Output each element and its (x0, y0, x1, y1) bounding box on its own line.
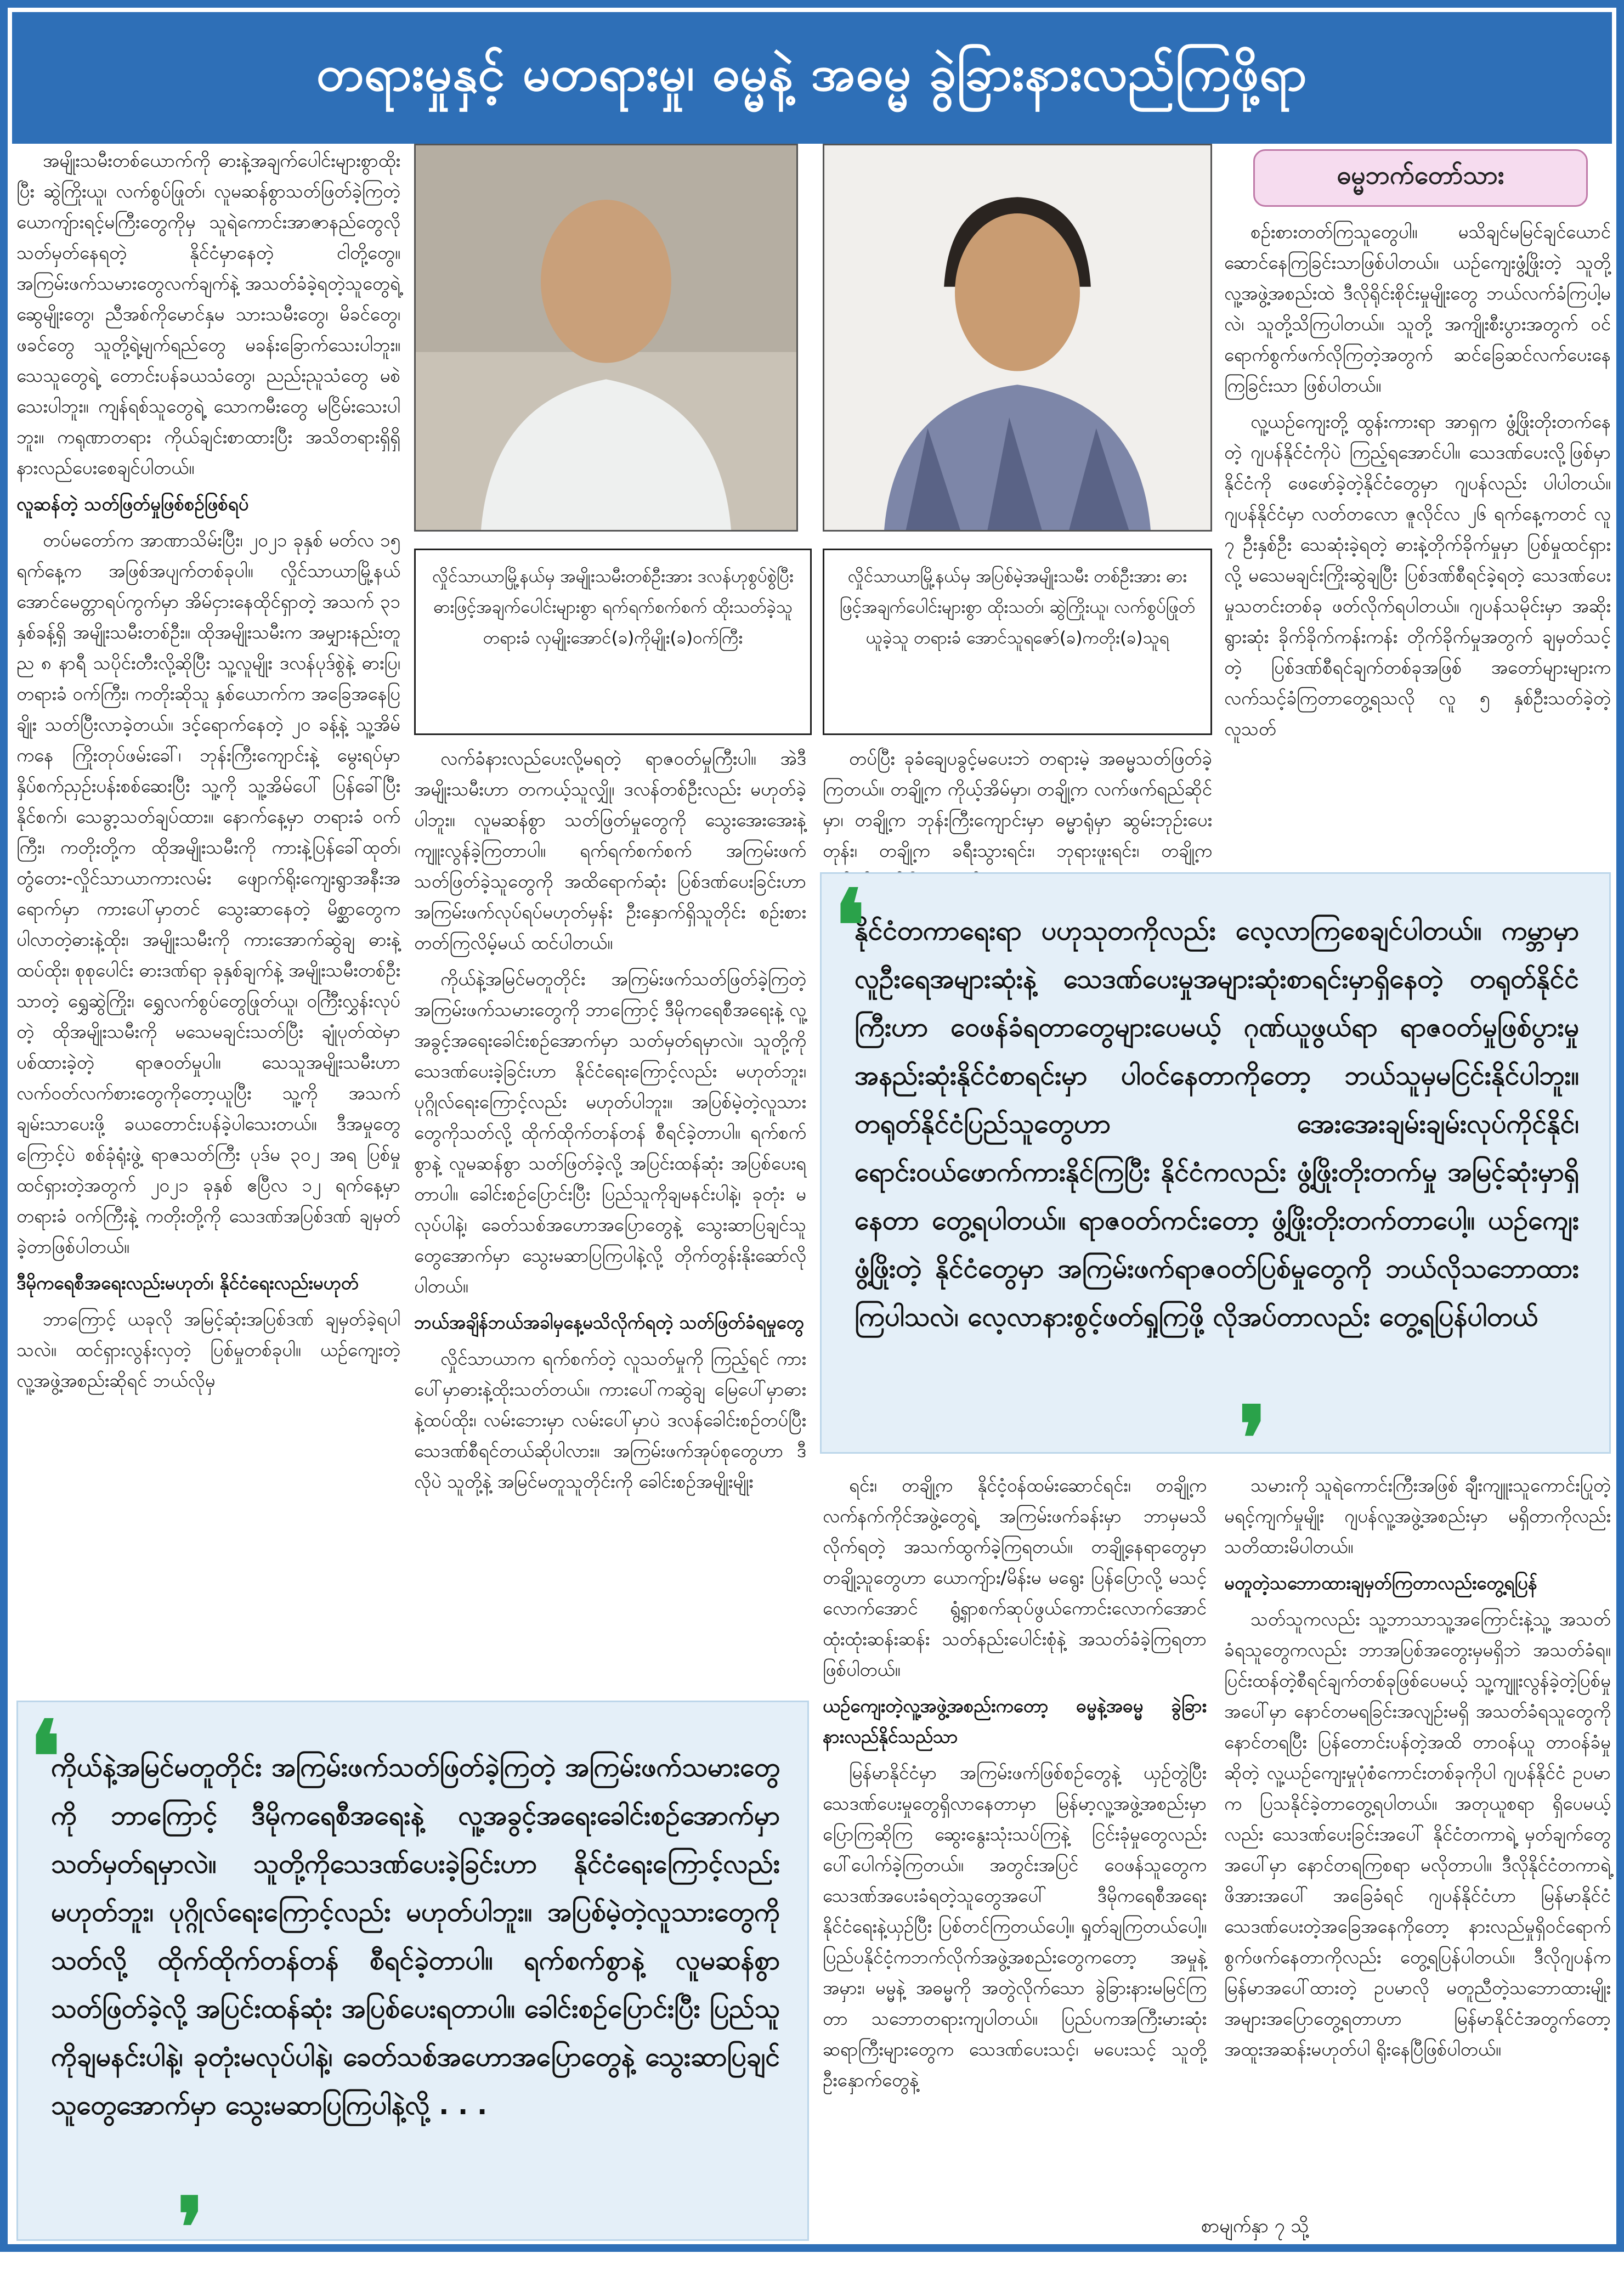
pull-quote-text: ကိုယ်နဲ့အမြင်မတူတိုင်း အကြမ်းဖက်သတ်ဖြတ်ခဲ့ကြတဲ့ အကြမ်းဖက်သမားတွေကို ဘာကြောင့် ဒီမိုကရေစီအရေးနဲ့ လူ့အခွင့်အရေးခေါင်းစဉ်အောက်မှာ သတ်မှတ်ရမှာလဲ။ သူတို့ကိုသေဒဏ်ပေးခဲ့ခြင်းဟာ နိုင်ငံရေးကြောင့်လည်းမဟုတ်ဘူး၊ ပုဂ္ဂိုလ်ရေးကြောင့်လည်း မဟုတ်ပါဘူး။ အပြစ်မဲ့တဲ့လူသားတွေကိုသတ်လို့ ထိုက်ထိုက်တန်တန် စီရင်ခဲ့တာပါ။ ရက်စက်စွာနဲ့ လူမဆန်စွာသတ်ဖြတ်ခဲ့လို့ အပြင်းထန်ဆုံး အပြစ်ပေးရတာပါ။ ခေါင်းစဉ်ပြောင်းပြီး ပြည်သူကိုချမနင်းပါနဲ့၊ ခုတုံးမလုပ်ပါနဲ့၊ ခေတ်သစ်အဟောအပြောတွေနဲ့ သွေးဆာပြချင်သူတွေအောက်မှာ သွေးမဆာပြကြပါနဲ့လို့ . . . (51, 1752, 780, 2121)
paragraph: သတ်သူကလည်း သူ့ဘာသာသူ့အကြောင်းနဲ့သူ့ အသတ်ခံရသူတွေကလည်း ဘာအပြစ်အတွေးမှမရှိဘဲ အသတ်ခံရ။ ပြင်းထန်တဲ့စီရင်ချက်တစ်ခုဖြစ်ပေမယ့် သူ့ကျူးလွန်ခဲ့တဲ့ပြစ်မှုအပေါ်မှာ နောင်တမရခြင်းအလျဉ်းမရှိ အသတ်ခံရသူတွေကို နောင်တရပြီး ပြန်တောင်းပန်တဲ့အထိ တာဝန်ယူ တာဝန်ခံမှုဆိုတဲ့ လူ့ယဉ်ကျေးမှုပုံစံကောင်းတစ်ခုကိုပါ ဂျပန်နိုင်ငံ ဥပမာက ပြသနိုင်ခဲ့တာတွေ့ရပါတယ်။ အတုယူစရာ ရှိပေမယ့်လည်း သေဒဏ်ပေးခြင်းအပေါ် နိုင်ငံတကာရဲ့ မှတ်ချက်တွေအပေါ်မှာ နောင်တရကြစရာ မလိုတာပါ။ ဒီလိုနိုင်ငံတကာရဲ့ ဖိအားအပေါ် အခြေခံရင် ဂျပန်နိုင်ငံဟာ မြန်မာနိုင်ငံ သေဒဏ်ပေးတဲ့အခြေအနေကိုတော့ နားလည်မှုရှိဝင်ရောက်စွက်ဖက်နေတာကိုလည်း တွေ့ရပြန်ပါတယ်။ ဒီလိုဂျပန်က မြန်မာအပေါ်ထားတဲ့ ဥပမာလို မတူညီတဲ့သဘောထားမျိုး အများအပြောတွေ့ရတာဟာ မြန်မာနိုင်ငံအတွက်တော့ အထူးအဆန်းမဟုတ်ပါ ရိုးနေပြီဖြစ်ပါတယ်။ (1224, 1608, 1611, 2060)
column-3 (823, 743, 1212, 861)
continued-on-page: စာမျက်နှာ ၇ သို့ (1201, 2215, 1309, 2237)
close-quote-icon: ❜ (177, 2179, 204, 2276)
paragraph: စဉ်းစားတတ်ကြသူတွေပါ။ မသိချင်မမြင်ချင်ယောင်ဆောင်နေကြခြင်းသာဖြစ်ပါတယ်။ ယဉ်ကျေးဖွံ့ဖြိုးတဲ့ သူတို့လူ့အဖွဲ့အစည်းထဲ ဒီလိုရိုင်းစိုင်းမှုမျိုးတွေ ဘယ်လက်ခံကြပါ့မလဲ၊ သူတို့သိကြပါတယ်။ သူတို့ အကျိုးစီးပွားအတွက် ဝင်ရောက်စွက်ဖက်လိုကြတဲ့အတွက် ဆင်ခြေဆင်လက်ပေးနေကြခြင်းသာ ဖြစ်ပါတယ်။ (1224, 221, 1611, 396)
paragraph: လူ့ယဉ်ကျေးတို့ ထွန်းကားရာ အာရှက ဖွံ့ဖြိုးတိုးတက်နေတဲ့ ဂျပန်နိုင်ငံကိုပဲ ကြည့်ရအောင်ပါ။ သေဒဏ်ပေးလို့ဖြစ်မှာနိုင်ငံကို ဖေဖော်ခဲ့တဲ့နိုင်ငံတွေမှာ ဂျပန်လည်း ပါပါတယ်။ ဂျပန်နိုင်ငံမှာ လတ်တလော ဇူလိုင်လ ၂၆ ရက်နေ့ကတင် လူ ၇ ဦးနှစ်ဦး သေဆုံးခဲ့ရတဲ့ ဓားနဲ့တိုက်ခိုက်မှုမှာ ပြစ်မှုထင်ရှားလို့ မသေမချင်းကြိုးဆွဲချပြီး ပြစ်ဒဏ်စီရင်ခဲ့ရတဲ့ သေဒဏ်ပေးမှုသတင်းတစ်ခု ဖတ်လိုက်ရပါတယ်။ ဂျပန်သမိုင်းမှာ အဆိုးရွားဆုံး ခိုက်ခိုက်ကန်းကန်း တိုက်ခိုက်မှုအတွက် ချမှတ်သင့်တဲ့ ပြစ်ဒဏ်စီရင်ချက်တစ်ခုအဖြစ် အတော်များများက လက်သင့်ခံကြတာတွေ့ရသလို လူ ၅ နှစ်ဦးသတ်ခဲ့တဲ့ လူသတ် (1224, 411, 1611, 739)
subheading: မတူတဲ့သဘောထားချမှတ်ကြတာလည်းတွေ့ရပြန် (1224, 1572, 1537, 1594)
open-quote-icon: ❛ (834, 868, 866, 984)
paragraph: မြန်မာနိုင်ငံမှာ အကြမ်းဖက်ဖြစ်စဉ်တွေနဲ့ ယှဉ်တွဲပြီး သေဒဏ်ပေးမှုတွေရှိလာနေတာမှာ မြန်မာ့လူ့အဖွဲ့အစည်းမှာ ပြောကြဆိုကြ ဆွေးနွေးသုံးသပ်ကြနဲ့ ငြင်းခုံမှုတွေလည်း ပေါ်ပေါက်ခဲ့ကြတယ်။ အတွင်းအပြင် ဝေဖန်သူတွေက သေဒဏ်အပေးခံရတဲ့သူတွေအပေါ် ဒီမိုကရေစီအရေး နိုင်ငံရေးနဲ့ယှဉ်ပြီး ပြစ်တင်ကြတယ်ပေါ့။ ရှုတ်ချကြတယ်ပေါ့။ ပြည်ပနိုင်ငံ့ကဘက်လိုက်အဖွဲ့အစည်းတွေကတော့ အမှုနဲ့ အမှား၊ မမ္မနဲ့ အဓမ္မကို အတွဲလိုက်သော ခွဲခြားနားမမြင်ကြတာ သဘောတရားကျပါတယ်။ ပြည်ပကအကြီးမားဆုံးဆရာကြီးများတွေက သေဒဏ်ပေးသင့်၊ မပေးသင့် သူတို့ဦးနှောက်တွေနဲ့ (823, 1762, 1207, 2091)
subheading: ဒီမိုကရေစီအရေးလည်းမဟုတ်၊ နိုင်ငံရေးလည်းမဟုတ် (16, 1272, 359, 1294)
photo-left (414, 144, 798, 532)
paragraph: ရင်း၊ တချို့က နိုင်ငံ့ဝန်ထမ်းဆောင်ရင်း၊ တချို့က လက်နက်ကိုင်အဖွဲ့တွေရဲ့ အကြမ်းဖက်ခန်းမှာ ဘာမှမသိလိုက်ရတဲ့ အသက်ထွက်ခဲ့ကြရတယ်။ တချို့နေရာတွေမှာ တချို့သူတွေဟာ ယောကျ်ား/မိန်းမ မရွေး ပြန်ပြောလို့ မသင့်လောက်အောင် ရွံ့ရှာစက်ဆုပ်ဖွယ်ကောင်းလောက်အောင် ထုံးထုံးဆန်းဆန်း သတ်နည်းပေါင်းစုံနဲ့ အသတ်ခံခဲ့ကြရတာ ဖြစ်ပါတယ်။ (823, 1475, 1207, 1680)
headline: တရားမှုနှင့် မတရားမှု၊ ဓမ္မနဲ့ အဓမ္မ ခွဲခြားနားလည်ကြဖို့ရာ (316, 45, 1308, 101)
column-2 (414, 743, 806, 1687)
paragraph: ကိုယ်နဲ့အမြင်မတူတိုင်း အကြမ်းဖက်သတ်ဖြတ်ခဲ့ကြတဲ့ အကြမ်းဖက်သမားတွေကို ဘာကြောင့် ဒီမိုကရေစီအရေးနဲ့ လူ့အခွင့်အရေးခေါင်းစဉ်အောက်မှာ သတ်မှတ်ရမှာလဲ။ သူတို့ကို သေဒဏ်ပေးခဲ့ခြင်းဟာ နိုင်ငံရေးကြောင့်လည်း မဟုတ်ဘူး၊ ပုဂ္ဂိုလ်ရေးကြောင့်လည်း မဟုတ်ပါဘူး။ အပြစ်မဲ့တဲ့လူသားတွေကိုသတ်လို့ ထိုက်ထိုက်တန်တန် စီရင်ခဲ့တာပါ။ ရက်စက်စွာနဲ့ လူမဆန်စွာ သတ်ဖြတ်ခဲ့လို့ အပြင်းထန်ဆုံး အပြစ်ပေးရတာပါ။ ခေါင်းစဉ်ပြောင်းပြီး ပြည်သူကိုချမနင်းပါနဲ့၊ ခုတုံး မလုပ်ပါနဲ့၊ ခေတ်သစ်အဟောအပြောတွေနဲ့ သွေးဆာပြချင်သူတွေအောက်မှာ သွေးမဆာပြကြပါနဲ့လို့ တိုက်တွန်းနိုးဆော်လိုပါတယ်။ (414, 968, 806, 1297)
pull-quote-2 (16, 1699, 809, 2276)
pull-quote-1 (820, 868, 1611, 1490)
column-4 (1224, 217, 1611, 864)
column-1 (16, 145, 400, 1703)
subheading: ယဉ်ကျေးတဲ့လူ့အဖွဲ့အစည်းကတော့ ဓမ္မနဲ့အဓမ္မ ခွဲခြားနားလည်နိုင်သည်သာ (823, 1695, 1207, 1747)
headline-banner (12, 12, 1612, 144)
paragraph: တပ်ပြီး ခုခံချေပခွင့်မပေးဘဲ တရားမဲ့ အဓမ္မသတ်ဖြတ်ခဲ့ကြတယ်။ တချို့က ကိုယ့်အိမ်မှာ၊ တချို့က လက်ဖက်ရည်ဆိုင်မှာ၊ တချို့က ဘုန်းကြီးကျောင်းမှာ ဓမ္မာရုံမှာ ဆွမ်းဘုဉ်းပေးတုန်း၊ တချို့က ခရီးသွားရင်း၊ ဘုရားဖူးရင်း၊ တချို့က (823, 748, 1212, 861)
paragraph: အမျိုးသမီးတစ်ယောက်ကို ဓားနဲ့အချက်ပေါင်းများစွာထိုးပြီး ဆွဲကြိုးယူ၊ လက်စွပ်ဖြုတ်၊ လူမဆန်စွာသတ်ဖြတ်ခဲ့ကြတဲ့ ယောကျ်ားရင့်မကြီးတွေကိုမှ သူရဲကောင်းအာဇာနည်တွေလို သတ်မှတ်နေရတဲ့ နိုင်ငံမှာနေတဲ့ ငါတို့တွေ။ အကြမ်းဖက်သမားတွေလက်ချက်နဲ့ အသတ်ခံခဲ့ရတဲ့သူတွေရဲ့ ဆွေမျိုးတွေ၊ ညီအစ်ကိုမောင်နှမ သားသမီးတွေ၊ မိခင်တွေ၊ ဖခင်တွေ သူတို့ရဲ့မျက်ရည်တွေ မခန်းခြောက်သေးပါဘူး။ သေသူတွေရဲ့ တောင်းပန်ခယသံတွေ၊ ညည်းညူသံတွေ မစဲသေးပါဘူး။ ကျန်ရစ်သူတွေရဲ့ သောကမီးတွေ မငြိမ်းသေးပါဘူး။ ကရုဏာတရား ကိုယ်ချင်းစာထားပြီး အသိတရားရှိရှိ နားလည်ပေးစေချင်ပါတယ်။ (16, 150, 400, 478)
paragraph: ဘာကြောင့် ယခုလို အမြင့်ဆုံးအပြစ်ဒဏ် ချမှတ်ခဲ့ရပါသလဲ။ ထင်ရှားလွန်းလှတဲ့ ပြစ်မှုတစ်ခုပါ။ ယဉ်ကျေးတဲ့ လူ့အဖွဲ့အစည်းဆိုရင် ဘယ်လိုမှ (16, 1308, 400, 1391)
paragraph: လက်ခံနားလည်ပေးလို့မရတဲ့ ရာဇဝတ်မှုကြီးပါ။ အဲဒီအမျိုးသမီးဟာ တကယ့်သူလျှို၊ ဒလန်တစ်ဦးလည်း မဟုတ်ခဲ့ပါဘူး။ လူမဆန်စွာ သတ်ဖြတ်မှုတွေကို သွေးအေးအေးနဲ့ ကျူးလွန်ခဲ့ကြတာပါ။ ရက်ရက်စက်စက် အကြမ်းဖက်သတ်ဖြတ်ခဲ့သူတွေကို အထိရောက်ဆုံး ပြစ်ဒဏ်ပေးခြင်းဟာ အကြမ်းဖက်လုပ်ရပ်မဟုတ်မှန်း ဦးနှောက်ရှိသူတိုင်း စဉ်းစားတတ်ကြလိမ့်မယ် ထင်ပါတယ်။ (414, 748, 806, 953)
open-quote-icon: ❛ (29, 1699, 61, 1815)
portrait-image (824, 145, 1210, 530)
photo-right (823, 144, 1212, 532)
paragraph: သမားကို သူရဲကောင်းကြီးအဖြစ် ချီးကျူးသူကောင်းပြုတဲ့ မရင့်ကျက်မှုမျိုး ဂျပန်လူ့အဖွဲ့အစည်းမှာ မရှိတာကိုလည်း သတိထားမိပါတယ်။ (1224, 1475, 1611, 1557)
paragraph: လှိုင်သာယာက ရက်စက်တဲ့ လူသတ်မှုကို ကြည့်ရင် ကားပေါ်မှာဓားနဲ့ထိုးသတ်တယ်။ ကားပေါ်ကဆွဲချ မြေပေါ်မှာဓားနဲ့ထပ်ထိုး၊ လမ်းဘေးမှာ လမ်းပေါ်မှာပဲ ဒလန်ခေါင်းစဉ်တပ်ပြီး သေဒဏ်စီရင်တယ်ဆိုပါလား။ အကြမ်းဖက်အုပ်စုတွေဟာ ဒီလိုပဲ သူတို့နဲ့ အမြင်မတူသူတိုင်းကို ခေါင်းစဉ်အမျိုးမျိုး (414, 1348, 806, 1492)
subheading: လူဆန်တဲ့ သတ်ဖြတ်မှုဖြစ်စဉ်ဖြစ်ရပ် (16, 493, 249, 515)
photo-caption-right: လှိုင်သာယာမြို့နယ်မှ အပြစ်မဲ့အမျိုးသမီး တစ်ဦးအား ဓားဖြင့်အချက်ပေါင်းများစွာ ထိုးသတ်၊ ဆွဲကြိုးယူ၊ လက်စွပ်ဖြုတ်ယူခဲ့သူ တရားခံ အောင်သူရဇော်(ခ)ကတိုး(ခ)သူရ (823, 549, 1212, 735)
byline: ဓမ္မဘက်တော်သား (1253, 149, 1588, 207)
column-5 (823, 1470, 1207, 2238)
pull-quote-text: နိုင်ငံတကာရေးရာ ပဟုသုတကိုလည်း လေ့လာကြစေချင်ပါတယ်။ ကမ္ဘာမှာလူဦးရေအများဆုံးနဲ့ သေဒဏ်ပေးမှုအများဆုံးစာရင်းမှာရှိနေတဲ့ တရုတ်နိုင်ငံကြီးဟာ ဝေဖန်ခံရတာတွေများပေမယ့် ဂုဏ်ယူဖွယ်ရာ ရာဇဝတ်မှုဖြစ်ပွားမှု အနည်းဆုံးနိုင်ငံစာရင်းမှာ ပါဝင်နေတာကိုတော့ ဘယ်သူမှမငြင်းနိုင်ပါဘူး။ တရုတ်နိုင်ငံပြည်သူတွေဟာ အေးအေးချမ်းချမ်းလုပ်ကိုင်နိုင်၊ ရောင်းဝယ်ဖောက်ကားနိုင်ကြပြီး နိုင်ငံကလည်း ဖွံ့ဖြိုးတိုးတက်မှု အမြင့်ဆုံးမှာရှိနေတာ တွေ့ရပါတယ်။ ရာဇဝတ်ကင်းတော့ ဖွံ့ဖြိုးတိုးတက်တာပေါ့။ ယဉ်ကျေးဖွံ့ဖြိုးတဲ့ နိုင်ငံတွေမှာ အကြမ်းဖက်ရာဇဝတ်ပြစ်မှုတွေကို ဘယ်လိုသဘောထားကြပါသလဲ၊ လေ့လာနားစွင့်ဖတ်ရှုကြဖို့ လိုအပ်တာလည်း တွေ့ရပြန်ပါတယ် (855, 916, 1579, 1332)
paragraph: တပ်မတော်က အာဏာသိမ်းပြီး၊ ၂၀၂၁ ခုနှစ် မတ်လ ၁၅ ရက်နေ့က အဖြစ်အပျက်တစ်ခုပါ။ လှိုင်သာယာမြို့နယ် အောင်မေတ္တာရပ်ကွက်မှာ အိမ်ငှားနေထိုင်ရှာတဲ့ အသက် ၃၁ နှစ်ခန့်ရှိ အမျိုးသမီးတစ်ဦး။ ထိုအမျိုးသမီးက အမျှားနည်းတူ ည ၈ နာရီ သပိုင်းတီးလို့ဆိုပြီး သူ့လူမျိုး ဒလန်ပုဒ်စွဲနဲ့ ဓားပြ၊ တရားခံ ဝက်ကြီး၊ ကတိုးဆိုသူ နှစ်ယောက်က အခြေအနေပြချိုး သတ်ပြီးလာခဲ့တယ်။ ဒင့်ရောက်နေတဲ့ ၂၀ ခန့်နဲ့ သူ့အိမ်ကနေ ကြိုးတုပ်ဖမ်းခေါ်၊ ဘုန်းကြီးကျောင်းနဲ့ မွေးရပ်မှာ နှိပ်စက်ညှဉ်းပန်းစစ်ဆေးပြီး သူ့ကို သူ့အိမ်ပေါ် ပြန်ခေါ်ပြီးနိုင်စက်၊ သေခွာ့သတ်ချပ်ထား။ နောက်နေ့မှာ တရားခံ ဝက်ကြီး၊ ကတိုးတို့က ထိုအမျိုးသမီးကို ကားနဲ့ပြန်ခေါ်ထုတ်၊ တွံတေး-လှိုင်သာယာကားလမ်း ဖျောက်ရိုးကျေးရွာအနီးအရောက်မှာ ကားပေါ်မှာတင် သွေးဆာနေတဲ့ မိစ္ဆာတွေက ပါလာတဲ့ဓားနဲ့ထိုး၊ အမျိုးသမီးကို ကားအောက်ဆွဲချ ဓားနဲ့ထပ်ထိုး၊ စုစုပေါင်း ဓားဒဏ်ရာ ခုနှစ်ချက်နဲ့ အမျိုးသမီးတစ်ဦးသာတဲ့ ရွှေဆွဲကြိုး၊ ရွှေလက်စွပ်တွေဖြုတ်ယူ၊ ဝင်္ကြီးလွှန်းလုပ်တဲ့ ထိုအမျိုးသမီးကို မသေမချင်းသတ်ပြီး ချုံပုတ်ထဲမှာ ပစ်ထားခဲ့တဲ့ ရာဇဝတ်မှုပါ။ သေသူအမျိုးသမီးဟာ လက်ဝတ်လက်စားတွေကိုတော့ယူပြီး သူ့ကို အသက်ချမ်းသာပေးဖို့ ခယတောင်းပန်ခဲ့ပါသေးတယ်။ ဒီအမှုတွေကြောင့်ပဲ စစ်ခုံရုံးဖွဲ့ ရာဇသတ်ကြီး ပုဒ်မ ၃၀၂ အရ ပြစ်မှုထင်ရှားတဲ့အတွက် ၂၀၂၁ ခုနှစ် ဧပြီလ ၁၂ ရက်နေ့မှာ တရားခံ ဝက်ကြီးနဲ့ ကတိုးတို့ကို သေဒဏ်အပြစ်ဒဏ် ချမှတ်ခဲ့တာဖြစ်ပါတယ်။ (16, 529, 400, 1257)
column-6 (1224, 1470, 1611, 2211)
portrait-image (416, 145, 796, 530)
close-quote-icon: ❜ (1238, 1387, 1267, 1490)
subheading: ဘယ်အချိန်ဘယ်အခါမှနေ့မသိလိုက်ရတဲ့ သတ်ဖြတ်ခံရမှုတွေ (414, 1312, 804, 1333)
photo-caption-left: လှိုင်သာယာမြို့နယ်မှ အမျိုးသမီးတစ်ဦးအား ဒလန်ဟုစွပ်စွဲပြီး ဓားဖြင့်အချက်ပေါင်းများစွာ ရက်ရက်စက်စက် ထိုးသတ်ခဲ့သူ တရားခံ လှမျိုးအောင်(ခ)ကိုမျိုး(ခ)ဝက်ကြီး (414, 549, 812, 735)
